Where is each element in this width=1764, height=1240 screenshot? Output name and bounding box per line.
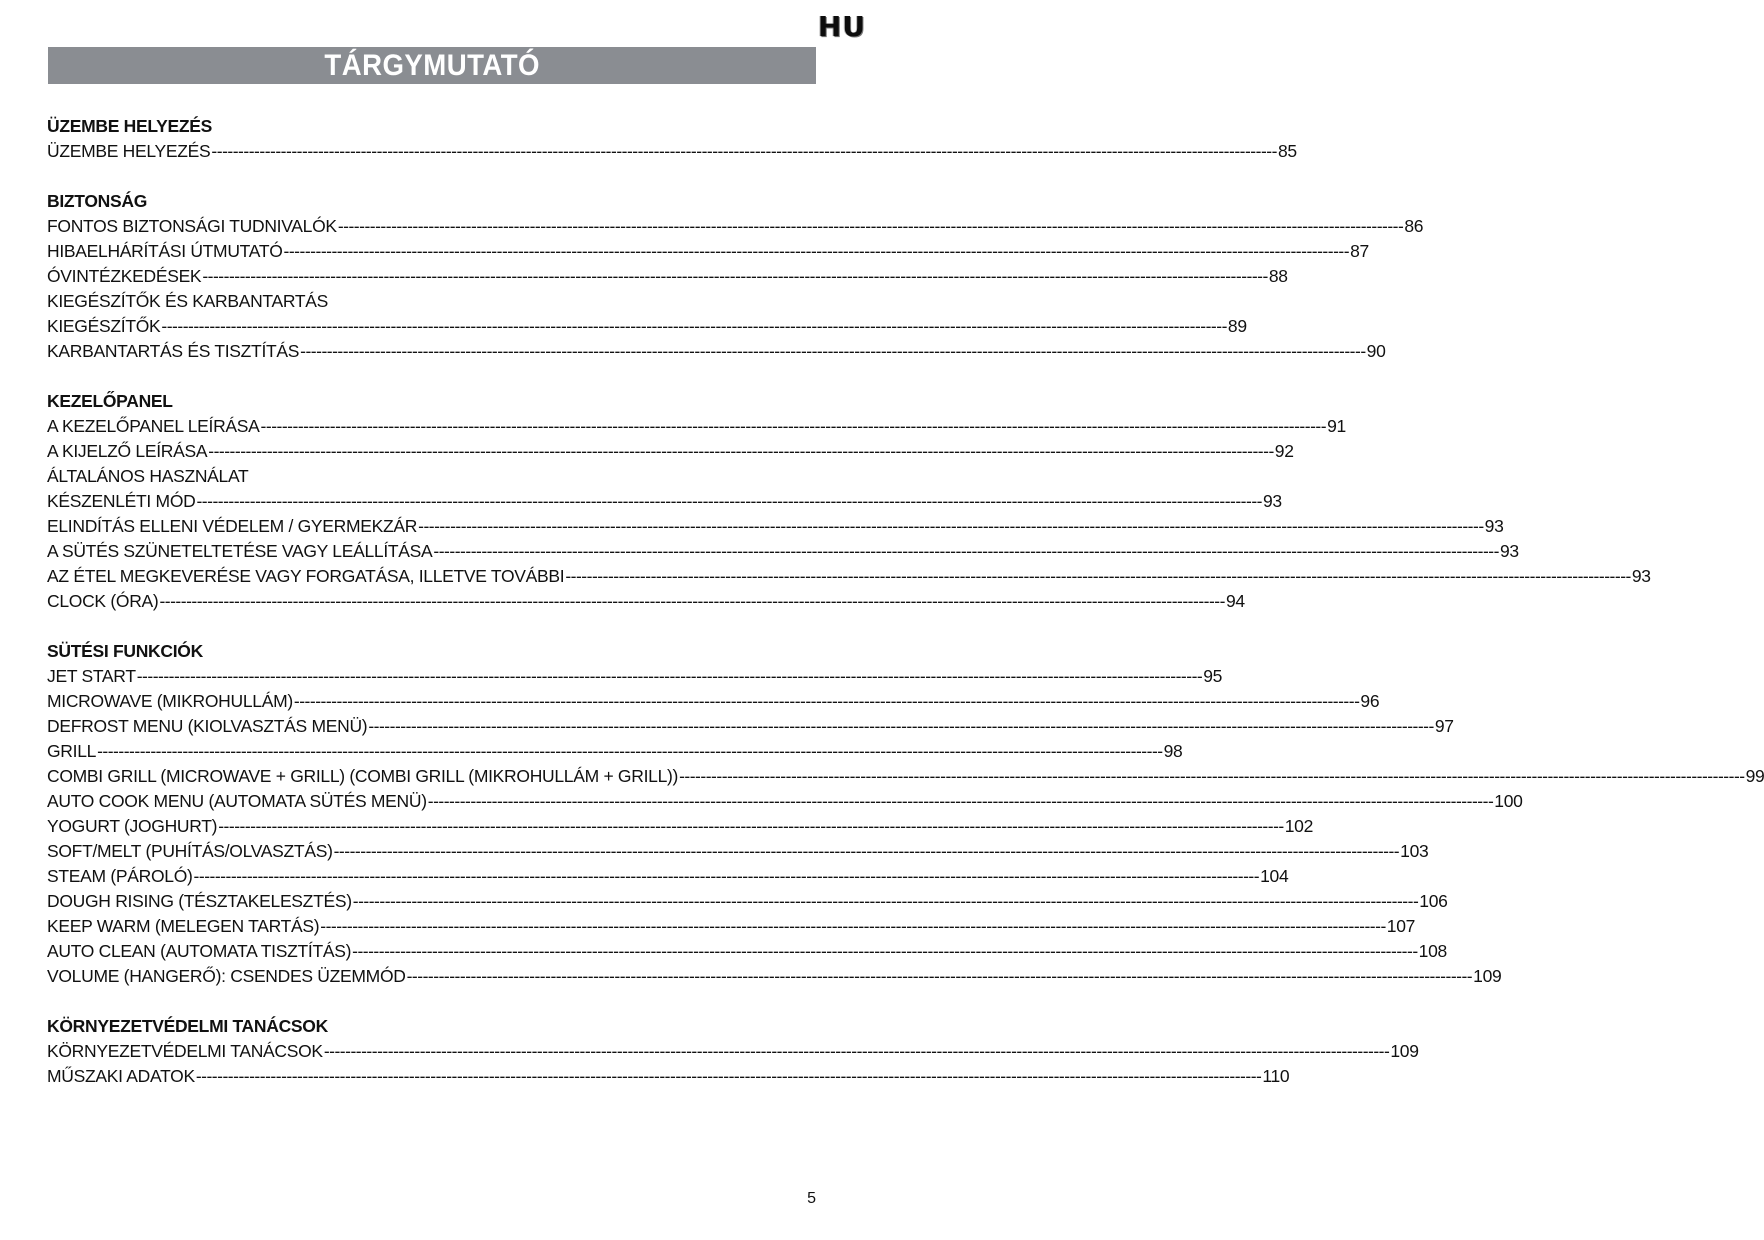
toc-leader: -------------------------------------------------------------------------------------------------------------------------------------------------------------------------------------------------------- (352, 941, 1418, 961)
toc-leader: -------------------------------------------------------------------------------------------------------------------------------------------------------------------------------------------------------- (159, 591, 1225, 611)
toc-leader: -------------------------------------------------------------------------------------------------------------------------------------------------------------------------------------------------------- (320, 916, 1386, 936)
toc-leader: -------------------------------------------------------------------------------------------------------------------------------------------------------------------------------------------------------- (406, 966, 1473, 986)
toc-entry-page: 88 (1268, 266, 1288, 286)
toc-entry-title: STEAM (PÁROLÓ) (47, 866, 193, 886)
toc-entry-title: A KEZELŐPANEL LEÍRÁSA (47, 416, 260, 436)
toc-leader: -------------------------------------------------------------------------------------------------------------------------------------------------------------------------------------------------------- (368, 716, 1434, 736)
toc-entry-title: ÁLTALÁNOS HASZNÁLAT (47, 466, 249, 486)
toc-entry-page: 109 (1473, 966, 1502, 986)
toc-entry[interactable] (47, 914, 1416, 939)
toc-leader: -------------------------------------------------------------------------------------------------------------------------------------------------------------------------------------------------------- (337, 216, 1404, 236)
toc-entry[interactable] (47, 564, 1651, 589)
toc-entry-title: HIBAELHÁRÍTÁSI ÚTMUTATÓ (47, 241, 283, 261)
toc-entry-page: 97 (1434, 716, 1454, 736)
toc-entry-page: 102 (1284, 816, 1314, 836)
toc-entry[interactable] (47, 139, 1297, 164)
toc-leader: -------------------------------------------------------------------------------------------------------------------------------------------------------------------------------------------------------- (196, 491, 1262, 511)
toc-entry-title: AUTO COOK MENU (AUTOMATA SÜTÉS MENÜ) (47, 791, 427, 811)
toc-entry[interactable] (47, 664, 1223, 689)
toc-entry-title: COMBI GRILL (MICROWAVE + GRILL) (COMBI GRILL (MIKROHULLÁM + GRILL)) (47, 766, 679, 786)
toc-leader: -------------------------------------------------------------------------------------------------------------------------------------------------------------------------------------------------------- (300, 341, 1366, 361)
toc-entry-page: 95 (1203, 666, 1223, 686)
table-of-contents (47, 114, 1764, 1089)
language-badge: HU (817, 10, 866, 43)
toc-entry-title: A SÜTÉS SZÜNETELTETÉSE VAGY LEÁLLÍTÁSA (47, 541, 433, 561)
toc-entry-page: 90 (1366, 341, 1386, 361)
toc-entry[interactable] (47, 439, 1294, 464)
toc-entry-page: 104 (1260, 866, 1289, 886)
toc-entry-title: A KIJELZŐ LEÍRÁSA (47, 441, 208, 461)
toc-entry-title: YOGURT (JOGHURT) (47, 816, 218, 836)
toc-entry-title: MICROWAVE (MIKROHULLÁM) (47, 691, 293, 711)
toc-entry[interactable] (47, 839, 1429, 864)
toc-leader: -------------------------------------------------------------------------------------------------------------------------------------------------------------------------------------------------------- (260, 416, 1327, 436)
toc-leader: -------------------------------------------------------------------------------------------------------------------------------------------------------------------------------------------------------- (283, 241, 1350, 261)
page-title: TÁRGYMUTATÓ (324, 48, 540, 82)
toc-entry[interactable] (47, 464, 797, 489)
toc-entry-title: KIEGÉSZÍTŐK (47, 316, 161, 336)
toc-entry-page: 85 (1277, 141, 1297, 161)
toc-entry-title: ELINDÍTÁS ELLENI VÉDELEM / GYERMEKZÁR (47, 516, 418, 536)
toc-entry[interactable] (47, 739, 1183, 764)
toc-entry-page: 109 (1390, 1041, 1419, 1061)
toc-entry[interactable] (47, 689, 1380, 714)
toc-entry-page: 108 (1418, 941, 1447, 961)
toc-entry-page: 110 (1262, 1066, 1290, 1086)
toc-entry-title: KÉSZENLÉTI MÓD (47, 491, 196, 511)
toc-leader: -------------------------------------------------------------------------------------------------------------------------------------------------------------------------------------------------------- (211, 141, 1277, 161)
toc-entry-title: CLOCK (ÓRA) (47, 591, 159, 611)
toc-entry-page: 93 (1499, 541, 1519, 561)
toc-leader: -------------------------------------------------------------------------------------------------------------------------------------------------------------------------------------------------------- (202, 266, 1268, 286)
toc-entry-title: VOLUME (HANGERŐ): CSENDES ÜZEMMÓD (47, 966, 406, 986)
toc-entry-title: AUTO CLEAN (AUTOMATA TISZTÍTÁS) (47, 941, 352, 961)
toc-entry[interactable] (47, 864, 1289, 889)
toc-entry-page: 91 (1327, 416, 1346, 436)
page-number: 5 (807, 1190, 816, 1207)
toc-entry[interactable] (47, 714, 1454, 739)
toc-entry[interactable] (47, 589, 1245, 614)
toc-leader: -------------------------------------------------------------------------------------------------------------------------------------------------------------------------------------------------------- (136, 666, 1203, 686)
toc-entry[interactable] (47, 889, 1448, 914)
toc-leader: -------------------------------------------------------------------------------------------------------------------------------------------------------------------------------------------------------- (427, 791, 1494, 811)
toc-entry[interactable] (47, 964, 1502, 989)
section-gap (47, 614, 797, 639)
toc-entry[interactable] (47, 339, 1386, 364)
section-gap (47, 164, 797, 189)
toc-leader: -------------------------------------------------------------------------------------------------------------------------------------------------------------------------------------------------------- (97, 741, 1163, 761)
toc-entry-title: FONTOS BIZTONSÁGI TUDNIVALÓK (47, 216, 337, 236)
toc-entry-title: ÓVINTÉZKEDÉSEK (47, 266, 202, 286)
toc-entry[interactable] (47, 539, 1519, 564)
toc-entry-title: KIEGÉSZÍTŐK ÉS KARBANTARTÁS (47, 291, 329, 311)
section-heading: KEZELŐPANEL (47, 391, 173, 411)
section-heading: BIZTONSÁG (47, 191, 148, 211)
toc-entry[interactable] (47, 789, 1523, 814)
toc-entry-title: AZ ÉTEL MEGKEVERÉSE VAGY FORGATÁSA, ILLETVE TOVÁBBI (47, 566, 565, 586)
toc-leader: -------------------------------------------------------------------------------------------------------------------------------------------------------------------------------------------------------- (433, 541, 1499, 561)
toc-entry-title: SOFT/MELT (PUHÍTÁS/OLVASZTÁS) (47, 841, 333, 861)
toc-entry-page: 106 (1419, 891, 1448, 911)
toc-entry-title: KEEP WARM (MELEGEN TARTÁS) (47, 916, 320, 936)
toc-entry[interactable] (47, 214, 1424, 239)
toc-entry[interactable] (47, 514, 1504, 539)
toc-leader: -------------------------------------------------------------------------------------------------------------------------------------------------------------------------------------------------------- (418, 516, 1484, 536)
toc-entry-page: 99 (1745, 766, 1764, 786)
toc-entry-title: MŰSZAKI ADATOK (47, 1066, 195, 1086)
toc-entry-page: 93 (1263, 491, 1282, 511)
toc-leader: -------------------------------------------------------------------------------------------------------------------------------------------------------------------------------------------------------- (161, 316, 1227, 336)
toc-entry-title: KÖRNYEZETVÉDELMI TANÁCSOK (47, 1041, 323, 1061)
toc-leader: -------------------------------------------------------------------------------------------------------------------------------------------------------------------------------------------------------- (293, 691, 1360, 711)
toc-entry[interactable] (47, 289, 797, 314)
toc-leader: -------------------------------------------------------------------------------------------------------------------------------------------------------------------------------------------------------- (679, 766, 1745, 786)
title-bar (48, 47, 816, 84)
toc-entry[interactable] (47, 414, 1346, 439)
section-gap (47, 364, 797, 389)
toc-entry-title: DEFROST MENU (KIOLVASZTÁS MENÜ) (47, 716, 368, 736)
toc-entry-page: 94 (1225, 591, 1245, 611)
toc-entry-page: 92 (1274, 441, 1294, 461)
section-heading: KÖRNYEZETVÉDELMI TANÁCSOK (47, 1016, 328, 1036)
toc-entry[interactable] (47, 489, 1282, 514)
toc-entry-page: 98 (1163, 741, 1183, 761)
toc-entry[interactable] (47, 314, 1247, 339)
toc-leader: -------------------------------------------------------------------------------------------------------------------------------------------------------------------------------------------------------- (195, 1066, 1262, 1086)
section-gap (47, 989, 797, 1014)
toc-entry[interactable] (47, 264, 1288, 289)
toc-entry-page: 103 (1400, 841, 1429, 861)
toc-entry-page: 87 (1350, 241, 1369, 261)
toc-entry[interactable] (47, 814, 1314, 839)
section-heading: SÜTÉSI FUNKCIÓK (47, 641, 203, 661)
toc-leader: -------------------------------------------------------------------------------------------------------------------------------------------------------------------------------------------------------- (218, 816, 1284, 836)
toc-entry-page: 107 (1386, 916, 1416, 936)
toc-leader: -------------------------------------------------------------------------------------------------------------------------------------------------------------------------------------------------------- (333, 841, 1400, 861)
toc-leader: -------------------------------------------------------------------------------------------------------------------------------------------------------------------------------------------------------- (323, 1041, 1390, 1061)
toc-entry[interactable] (47, 764, 1764, 789)
toc-entry[interactable] (47, 939, 1447, 964)
toc-entry-page: 89 (1227, 316, 1247, 336)
toc-entry-title: KARBANTARTÁS ÉS TISZTÍTÁS (47, 341, 300, 361)
toc-entry-page: 93 (1484, 516, 1504, 536)
toc-entry-page: 96 (1360, 691, 1380, 711)
toc-entry[interactable] (47, 1039, 1419, 1064)
toc-leader: -------------------------------------------------------------------------------------------------------------------------------------------------------------------------------------------------------- (208, 441, 1274, 461)
toc-entry-page: 93 (1631, 566, 1651, 586)
toc-leader: -------------------------------------------------------------------------------------------------------------------------------------------------------------------------------------------------------- (352, 891, 1419, 911)
toc-entry-title: ÜZEMBE HELYEZÉS (47, 141, 211, 161)
toc-entry-page: 86 (1404, 216, 1424, 236)
toc-entry-title: GRILL (47, 741, 97, 761)
section-heading: ÜZEMBE HELYEZÉS (47, 116, 213, 136)
toc-entry-title: DOUGH RISING (TÉSZTAKELESZTÉS) (47, 891, 352, 911)
toc-leader: -------------------------------------------------------------------------------------------------------------------------------------------------------------------------------------------------------- (193, 866, 1260, 886)
toc-entry[interactable] (47, 239, 1369, 264)
toc-entry-title: JET START (47, 666, 136, 686)
toc-entry[interactable] (47, 1064, 1290, 1089)
toc-leader: -------------------------------------------------------------------------------------------------------------------------------------------------------------------------------------------------------- (565, 566, 1631, 586)
toc-entry-page: 100 (1494, 791, 1523, 811)
